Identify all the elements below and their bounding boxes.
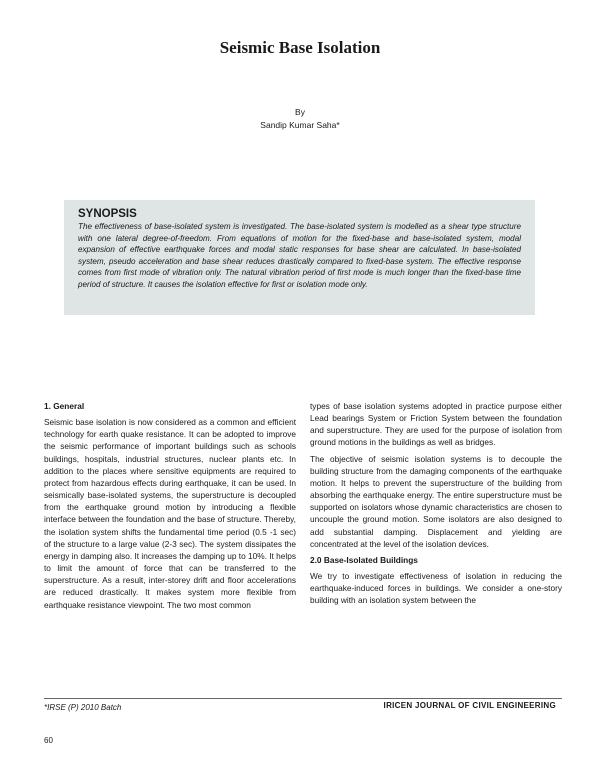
paper-title: Seismic Base Isolation	[219, 38, 381, 57]
byline: By	[295, 107, 305, 117]
footnote: *IRSE (P) 2010 Batch	[44, 703, 122, 712]
section-1-paragraph: types of base isolation systems adopted in practice purpose either Lead bearings System or Friction System between the foundation and superstructure. They are used for the purpose of isolation from ground motions in the buildings as well as bridges.	[310, 401, 562, 448]
synopsis-text: The effectiveness of base-isolated system is investigated. The base-isolated system is modelled as a shear type structure with one lateral degree-of-freedom. From equations of motion for the fixed-base and base-isolated system, modal expansion of effective earthquake forces and modal static responses for base shear are calculated. In base-isolated system, pseudo acceleration and base shear reduces drastically compared to fixed-base system. The effective response comes from first mode of vibration only. The natural vibration period of first mode is much longer than the fixed-base time period of structure. It causes the isolation effective for first or isolation mode only.	[78, 222, 521, 289]
page-number: 60	[44, 736, 53, 745]
section-1-heading: 1. General	[44, 401, 85, 411]
section-1-paragraph: The objective of seismic isolation systems is to decouple the building structure from the damaging components of the earthquake motion. It helps to prevent the superstructure of the building from absorbing the earthquake energy. The entire superstructure must be supported on isolators whose dynamic characteristics are chosen to uncouple the ground motion. Some isolators are also designed to add substantial damping. Displacement and yielding are concentrated at the level of the isolation devices.	[310, 453, 562, 549]
synopsis-heading: SYNOPSIS	[78, 208, 137, 220]
section-2-paragraph: We try to investigate effectiveness of isolation in reducing the earthquake-induced forces in buildings. We consider a one-story building with an isolation system between the	[310, 571, 562, 606]
footer-divider	[44, 698, 562, 699]
synopsis-box	[64, 200, 535, 315]
author-name: Sandip Kumar Saha*	[260, 120, 340, 130]
left-column	[44, 400, 296, 615]
section-1-paragraph: Seismic base isolation is now considered as a common and efficient technology for earth quake resistance. It can be adopted to improve the seismic performance of important buildings such as schools buildings, hospitals, industrial structures, nuclear plants etc. In addition to the places where sensitive equipments are required to protect from hazardous effects during earthquake, it can be used. In seismically base-isolated systems, the superstructure is decoupled from the earthquake ground motion by introducing a flexible interface between the foundation and the base of structure. Thereby, the isolation system shifts the fundamental time period (0.5 -1 sec) of the structure to a large value (2-3 sec). The system dissipates the energy in damping also. It increases the damping up to 10%. It helps to limit the amount of force that can be transferred to the superstructure. As a result, inter-storey drift and floor accelerations are reduced drastically. It makes system more flexible from earthquake resistance viewpoint. The two most common	[44, 417, 296, 610]
journal-name: IRICEN JOURNAL OF CIVIL ENGINEERING	[383, 701, 556, 710]
right-column	[310, 400, 562, 611]
section-2-heading: 2.0 Base-Isolated Buildings	[310, 554, 418, 565]
